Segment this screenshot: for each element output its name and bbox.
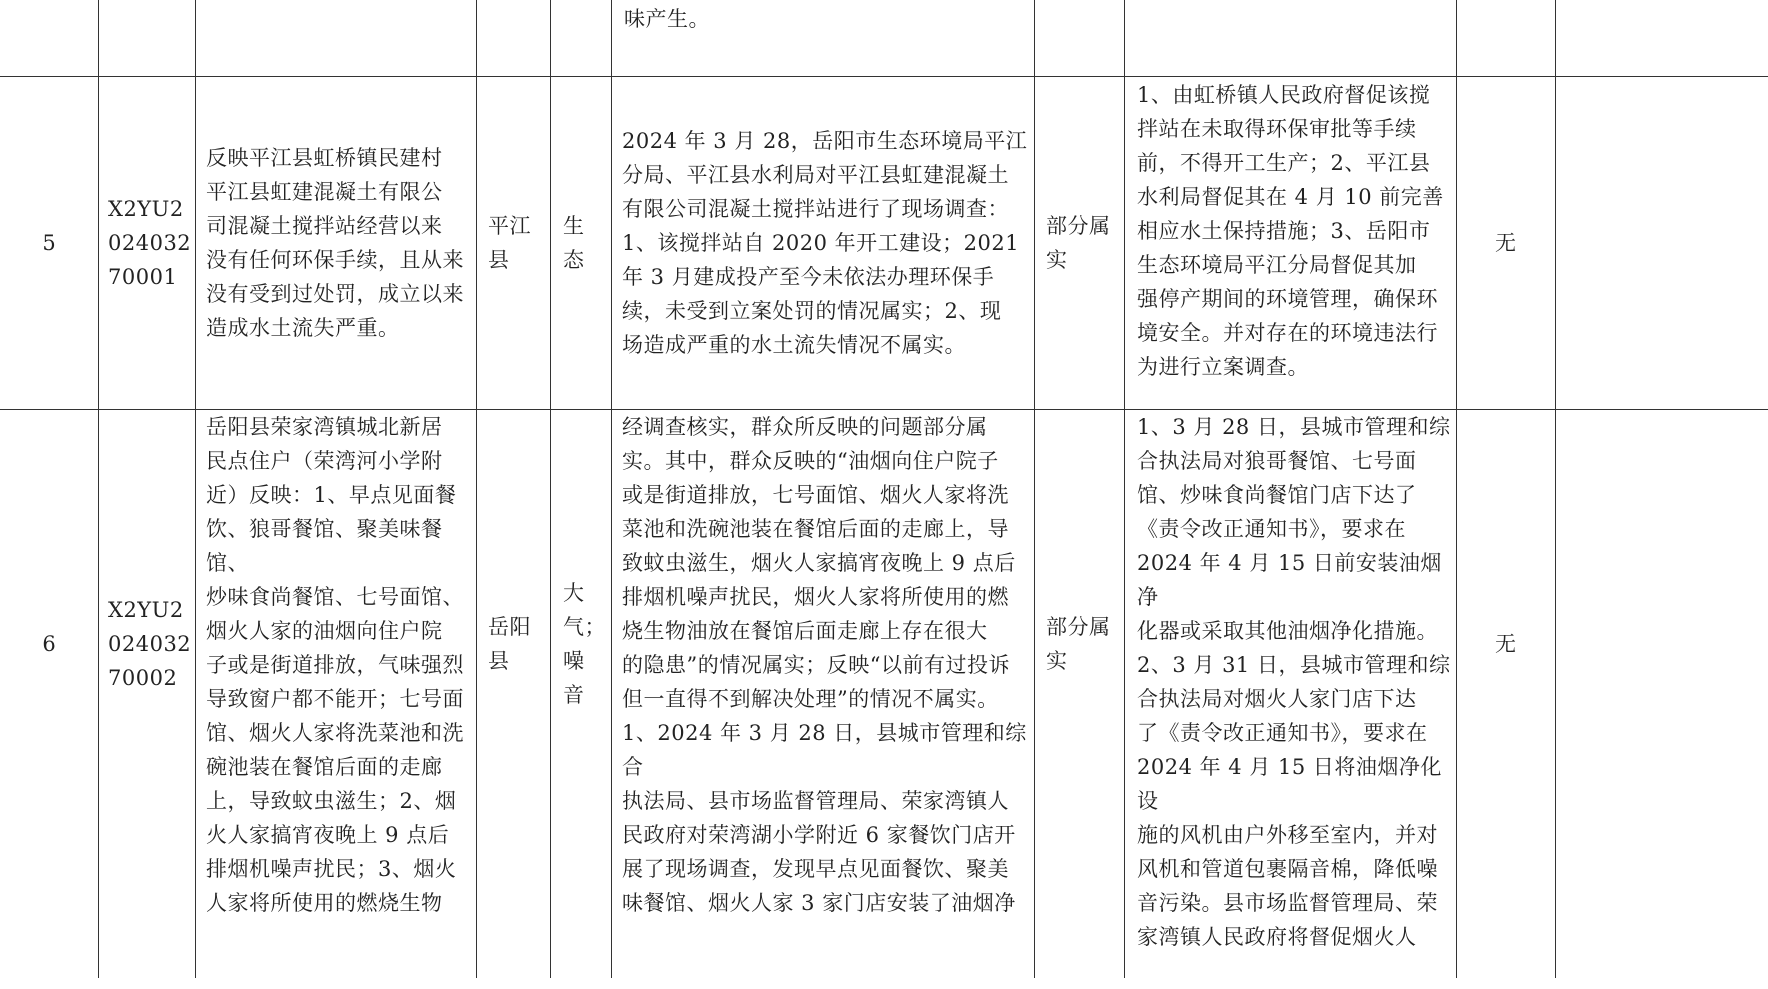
column-divider [195, 0, 196, 978]
handling-cell [1137, 410, 1455, 954]
row-number-cell [0, 410, 98, 878]
column-divider [550, 0, 551, 978]
pollution-type-cell [563, 77, 609, 409]
complaint-content-cell [206, 410, 474, 920]
pollution-type: 大 气； 噪 音 [563, 581, 606, 707]
complaint-content: 反映平江县虹桥镇民建村 平江县虹建混凝土有限公 司混凝土搅拌站经营以来 没有任何环保手续，且从来 没有受到过处罚，成立以来 造成水土流失严重。 [206, 146, 464, 340]
verification-cell [1046, 410, 1122, 878]
handling-measures: 1、3 月 28 日，县城市管理和综 合执法局对狼哥餐馆、七号面 馆、炒味食尚餐馆门店下达了 《责令改正通知书》，要求在 2024 年 4 月 15 日前安装油烟净 化器或采取其他油烟净化措施。 2、3 月 31 日，县城市管理和综 合执法局对烟火人家门店下达 了《责令改正通知书》，要求在 2024 年 4 月 15 日将油烟净化设 施的风机由户外移至室内，并对 风机和管道包裹隔音棉，降低噪 音污染。县市场监督管理局、荣 家湾镇人民政府将督促烟火人 [1137, 415, 1451, 949]
handling-cell [1137, 78, 1455, 384]
investigation-cell [622, 77, 1032, 409]
complaint-code-cell [108, 77, 194, 409]
column-divider [611, 0, 612, 978]
investigation-result: 2024 年 3 月 28，岳阳市生态环境局平江 分局、平江县水利局对平江县虹建混凝土 有限公司混凝土搅拌站进行了现场调查： 1、该搅拌站自 2020 年开工建设；2021 年 3 月建成投产至今未依法办理环保手 续，未受到立案处罚的情况属实；2、现 场造成严重的水土流失情况不属实。 [622, 129, 1028, 357]
investigation-cell [622, 410, 1032, 920]
investigation-result: 经调查核实，群众所反映的问题部分属 实。其中，群众反映的“油烟向住户院子 或是街道排放，七号面馆、烟火人家将洗 菜池和洗碗池装在餐馆后面的走廊上，导 致蚊虫滋生，烟火人家搞宵夜晚上 9 点后 排烟机噪声扰民，烟火人家将所使用的燃 烧生物油放在餐馆后面走廊上存在很大 的隐患”的情况属实；反映“以前有过投诉 但一直得不到解决处理”的情况不属实。 1、2024 年 3 月 28 日，县城市管理和综合 执法局、县市场监督管理局、荣家湾镇人 民政府对荣湾湖小学附近 6 家餐饮门店开 展了现场调查，发现早点见面餐饮、聚美 味餐馆、烟火人家 3 家门店安装了油烟净 [622, 415, 1027, 915]
accountability: 无 [1495, 231, 1516, 255]
complaint-code-cell [108, 410, 194, 878]
column-divider [1124, 0, 1125, 978]
complaint-content-cell [206, 77, 474, 409]
complaint-content: 岳阳县荣家湾镇城北新居 民点住户（荣湾河小学附 近）反映：1、早点见面餐 饮、狼哥餐馆、聚美味餐馆、 炒味食尚餐馆、七号面馆、 烟火人家的油烟向住户院 子或是街道排放，气味强烈 导致窗户都不能开；七号面 馆、烟火人家将洗菜池和洗 碗池装在餐馆后面的走廊 上，导致蚊虫滋生；2、烟 火人家搞宵夜晚上 9 点后 排烟机噪声扰民；3、烟火 人家将所使用的燃烧生物 [206, 415, 464, 915]
row-number-cell [0, 77, 98, 409]
verification-cell [1046, 77, 1122, 409]
accountability-cell [1456, 77, 1555, 409]
pollution-type: 生 态 [563, 214, 585, 272]
county: 岳阳 县 [488, 615, 531, 673]
county-cell [488, 410, 548, 878]
page-bottom-margin [0, 978, 1768, 989]
column-divider [1555, 0, 1556, 978]
verification-status: 部分属 实 [1046, 214, 1111, 272]
county-cell [488, 77, 548, 409]
column-divider [98, 0, 99, 978]
row-number: 6 [42, 632, 56, 656]
column-divider [476, 0, 477, 978]
row-number: 5 [42, 231, 56, 255]
accountability-cell [1456, 410, 1555, 878]
investigation-cell-continued: 味产生。 [624, 7, 710, 31]
accountability: 无 [1495, 632, 1516, 656]
handling-measures: 1、由虹桥镇人民政府督促该搅 拌站在未取得环保审批等手续 前，不得开工生产；2、平江县 水利局督促其在 4 月 10 前完善 相应水土保持措施；3、岳阳市 生态环境局平江分局督促其加 强停产期间的环境管理，确保环 境安全。并对存在的环境违法行 为进行立案调查。 [1137, 83, 1444, 379]
verification-status: 部分属 实 [1046, 615, 1111, 673]
county: 平江 县 [488, 214, 531, 272]
pollution-type-cell [563, 410, 609, 878]
complaint-code: X2YU2 024032 70002 [108, 598, 192, 690]
column-divider [1034, 0, 1035, 978]
complaint-code: X2YU2 024032 70001 [108, 197, 192, 289]
